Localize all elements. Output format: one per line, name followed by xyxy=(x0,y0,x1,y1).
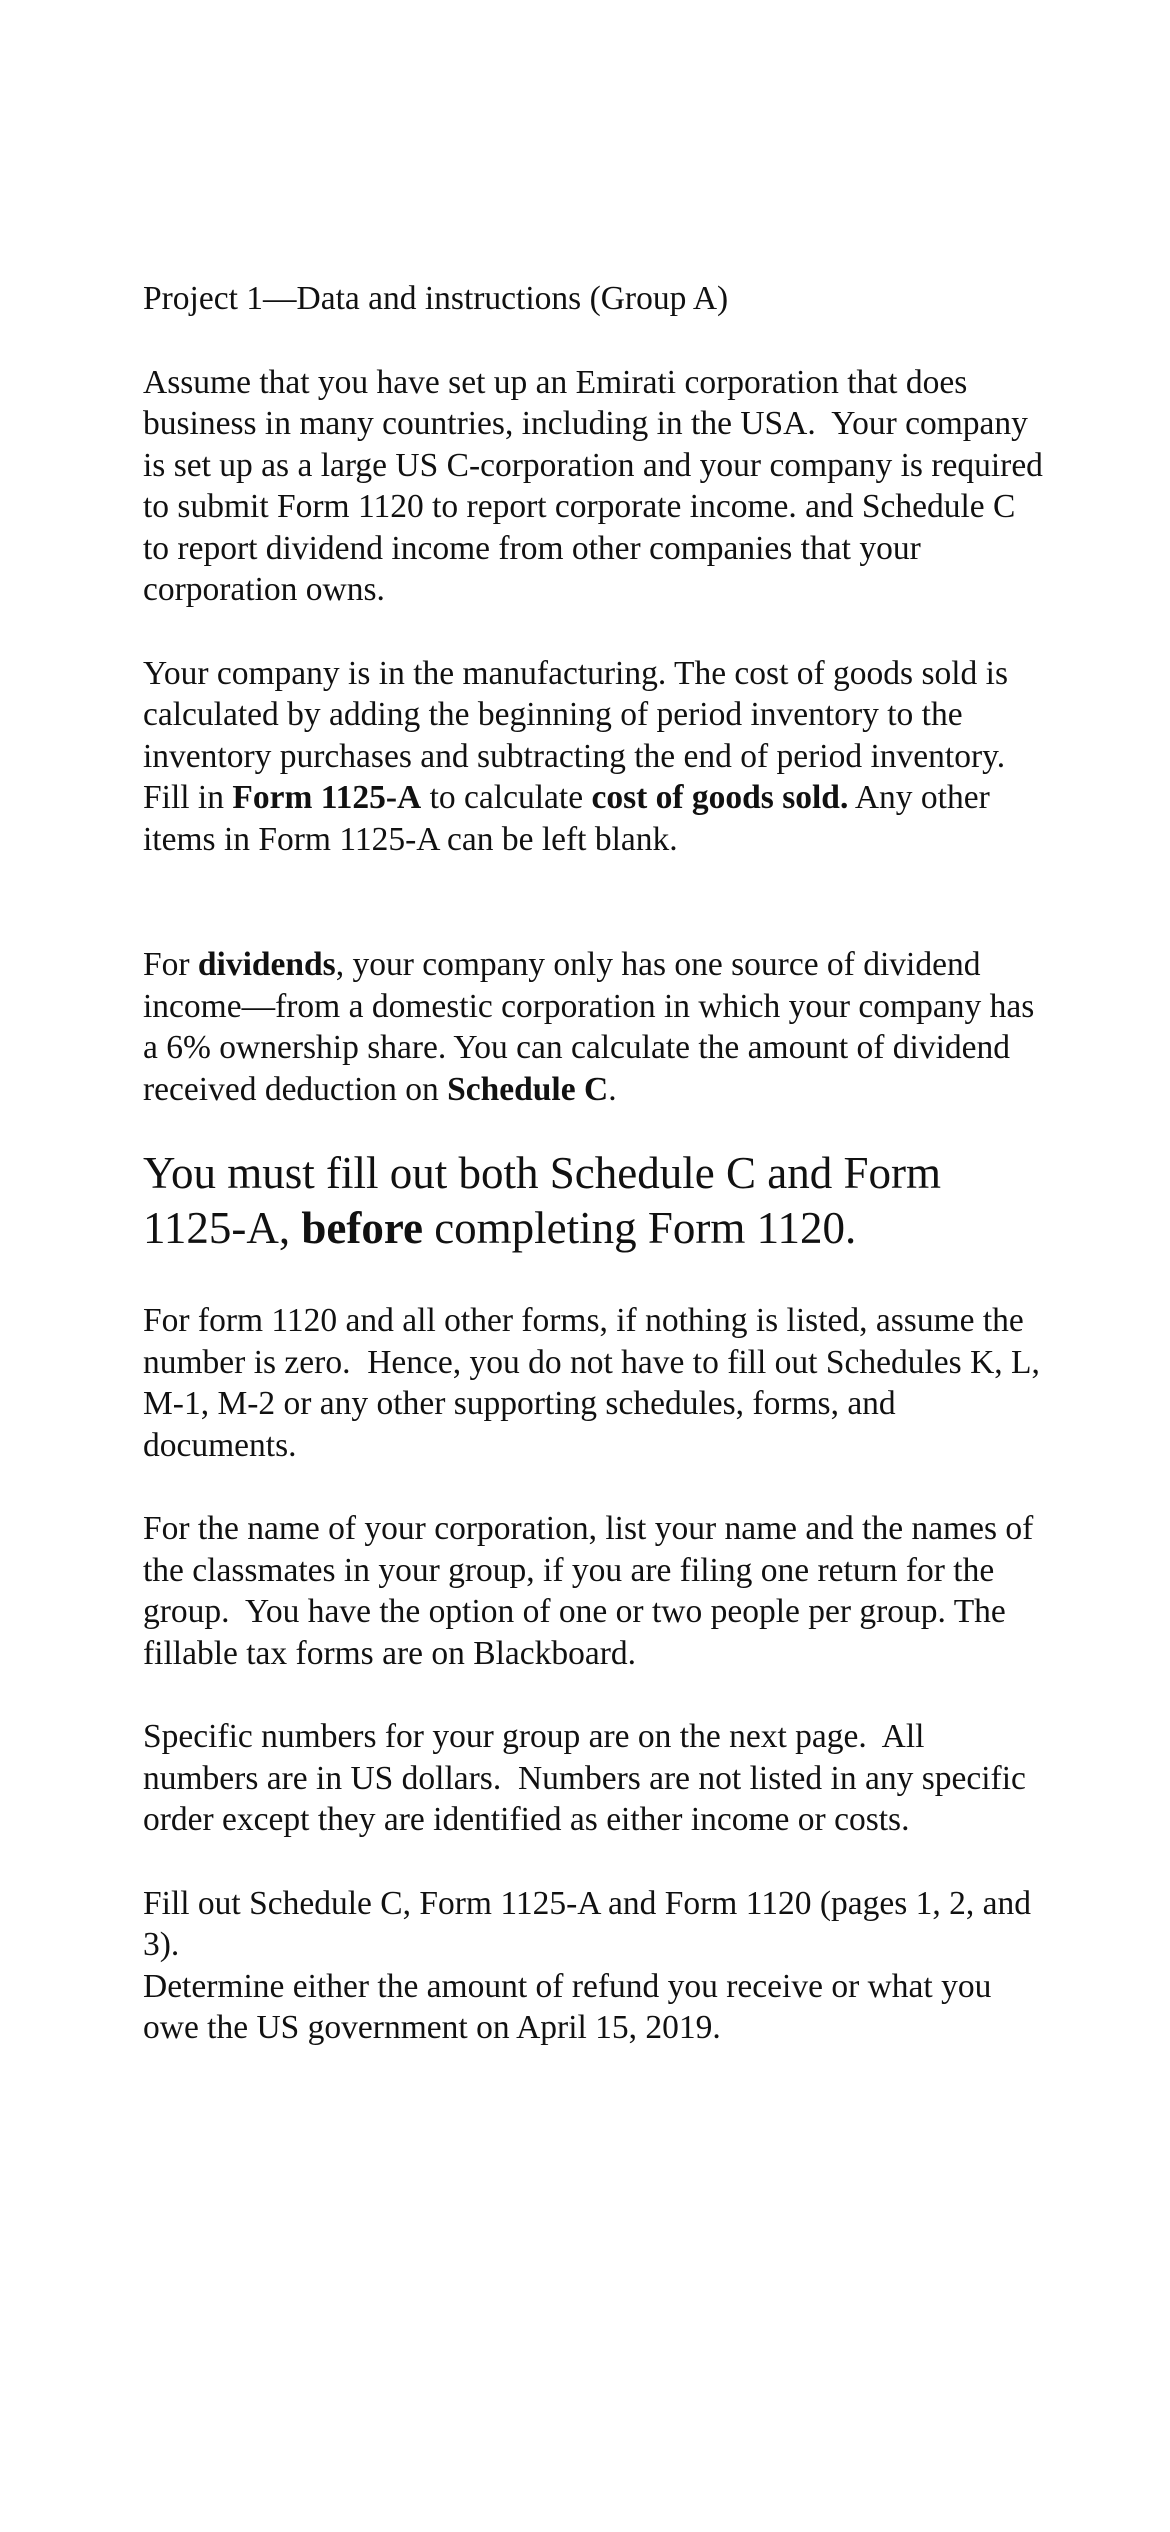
form-1125a-emphasis: Form 1125-A xyxy=(232,779,422,816)
manufacturing-text-2: to calculate xyxy=(421,779,592,816)
dividends-text-2: , your company only has one source of dividend income—from a domestic corporation in which your company has a 6% ownership share. You can calculate the amount of dividend received deduction on xyxy=(143,946,1035,1108)
paragraph-assume: Assume that you have set up an Emirati corporation that does business in many countries, including in the USA. Your company is set up as a large US C-corporation and your company is required to submit Form 1120 to report corporate income. and Schedule C to report dividend income from other companies that your corporation owns. xyxy=(143,363,1043,608)
paragraph-specific-numbers: Specific numbers for your group are on the next page. All numbers are in US dollars. Numbers are not listed in any specific order except they are identified as either income or costs. xyxy=(143,1718,1026,1838)
document-title: Project 1—Data and instructions (Group A) xyxy=(143,280,729,317)
before-emphasis: before xyxy=(301,1203,423,1253)
dividends-text-3: . xyxy=(608,1070,617,1108)
manufacturing-text-3: Any other items in Form 1125-A can be left blank. xyxy=(143,779,990,858)
paragraph-zero-rule: For form 1120 and all other forms, if nothing is listed, assume the number is zero. Hence, you do not have to fill out Schedules K, L, M-1, M-2 or any other supporting schedules, forms, and documents. xyxy=(143,1302,1040,1464)
must-fill-text-1: You must fill out both Schedule C and Form 1125-A, xyxy=(143,1148,941,1253)
dividends-text-1: For xyxy=(143,946,198,983)
paragraph-determine: Determine either the amount of refund you receive or what you owe the US government on April 15, 2019. xyxy=(143,1967,992,2046)
paragraph-name-rule: For the name of your corporation, list your name and the names of the classmates in your group, if you are filing one return for the group. You have the option of one or two people per group. The fillable tax forms are on Blackboard. xyxy=(143,1510,1034,1672)
paragraph-must-fill xyxy=(143,1146,1043,1256)
must-fill-text-2: completing Form 1120. xyxy=(422,1203,857,1253)
paragraph-dividends xyxy=(143,944,1043,1110)
manufacturing-text-1: Your company is in the manufacturing. The cost of goods sold is calculated by adding the beginning of period inventory to the inventory purchases and subtracting the end of period inventory. Fill in xyxy=(143,654,1009,816)
schedule-c-emphasis: Schedule C xyxy=(447,1070,609,1108)
paragraph-manufacturing xyxy=(143,653,1043,861)
dividends-emphasis: dividends xyxy=(197,946,336,983)
paragraph-fill-out: Fill out Schedule C, Form 1125-A and Form 1120 (pages 1, 2, and 3). xyxy=(143,1884,1031,1963)
document-page xyxy=(143,278,1043,2049)
cogs-emphasis: cost of goods sold. xyxy=(591,779,849,816)
